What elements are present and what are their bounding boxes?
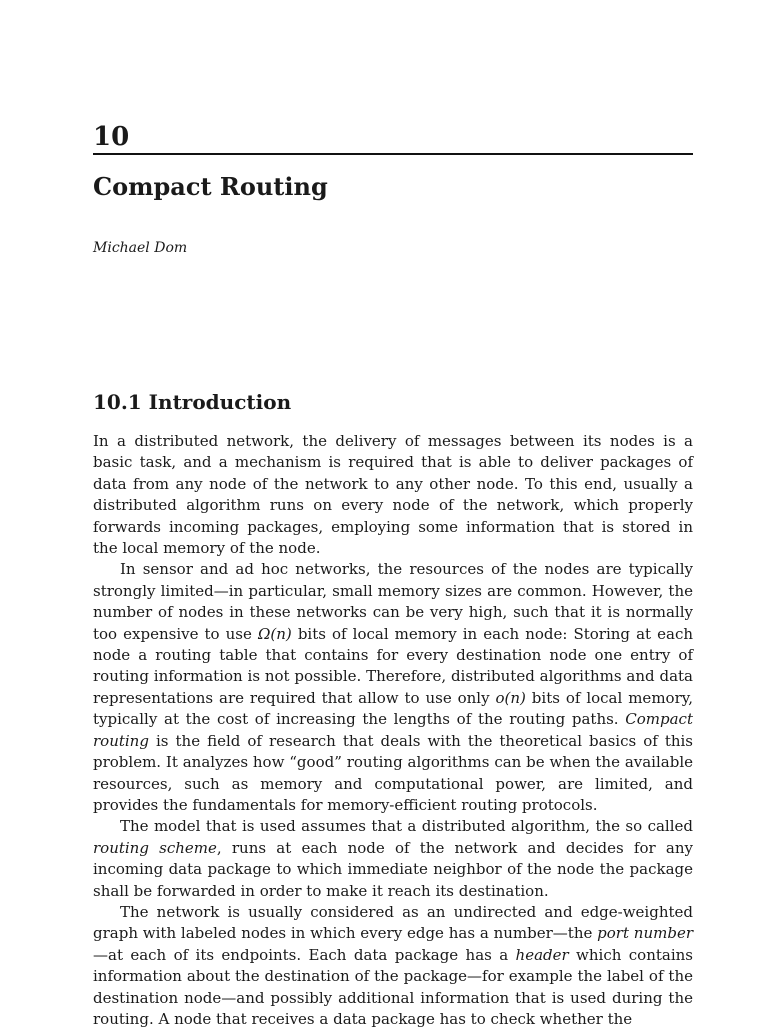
text-run: The network is usually considered as an undirected and edge-weighted graph with labeled nodes in which every edge has a number—the — [93, 902, 693, 943]
text-run: bits of local memory, typically at the cost of increasing the lengths of the routing paths. — [93, 688, 693, 729]
term-port-number: port number — [597, 924, 693, 943]
term-routing-scheme: routing scheme — [93, 838, 217, 857]
text-run: —at each of its endpoints. Each data package has a — [93, 945, 516, 964]
body-text — [93, 431, 693, 1030]
chapter-title: Compact Routing — [93, 172, 328, 201]
chapter-number: 10 — [93, 122, 130, 152]
author-name: Michael Dom — [93, 240, 188, 256]
paragraph-3 — [93, 816, 693, 902]
text-run: bits of local memory in each node: Storing at each node a routing table that contains for every destination node one entry of routing information is not possible. Therefore, distributed algorithms and data representations are required that allow to use only — [93, 624, 694, 707]
math-little-o-n: o(n) — [495, 688, 526, 707]
paragraph-2 — [93, 559, 693, 816]
paragraph-4 — [93, 902, 693, 1030]
chapter-rule — [93, 153, 693, 155]
math-omega-n: Ω(n) — [257, 624, 292, 643]
text-run: which contains information about the destination of the package—for example the label of the destination node—and possibly additional information that is used during the routing. A node that receives a data package has to check whether the — [93, 945, 693, 1028]
text-run: In sensor and ad hoc networks, the resources of the nodes are typically strongly limited—in particular, small memory sizes are common. However, the number of nodes in these networks can be very high, such that it is normally too expensive to use — [93, 560, 693, 643]
term-header: header — [515, 945, 569, 964]
text-run: , runs at each node of the network and decides for any incoming data package to which immediate neighbor of the node the package shall be forwarded in order to make it reach its destination. — [93, 838, 693, 900]
text-run: is the field of research that deals with the theoretical basics of this problem. It analyzes how “good” routing algorithms can be when the available resources, such as memory and computational power, are limited, and provides the fundamentals for memory-efficient routing protocols. — [93, 731, 693, 814]
text-run: The model that is used assumes that a distributed algorithm, the so called — [120, 817, 693, 836]
paragraph-1: In a distributed network, the delivery of messages between its nodes is a basic task, and a mechanism is required that is able to deliver packages of data from any node of the network to any other node. To this end, usually a distributed algorithm runs on every node of the network, which properly forwards incoming packages, employing some information that is stored in the local memory of the node. — [93, 432, 693, 558]
section-heading: 10.1 Introduction — [93, 390, 292, 414]
term-compact-routing: Compact routing — [93, 710, 693, 750]
